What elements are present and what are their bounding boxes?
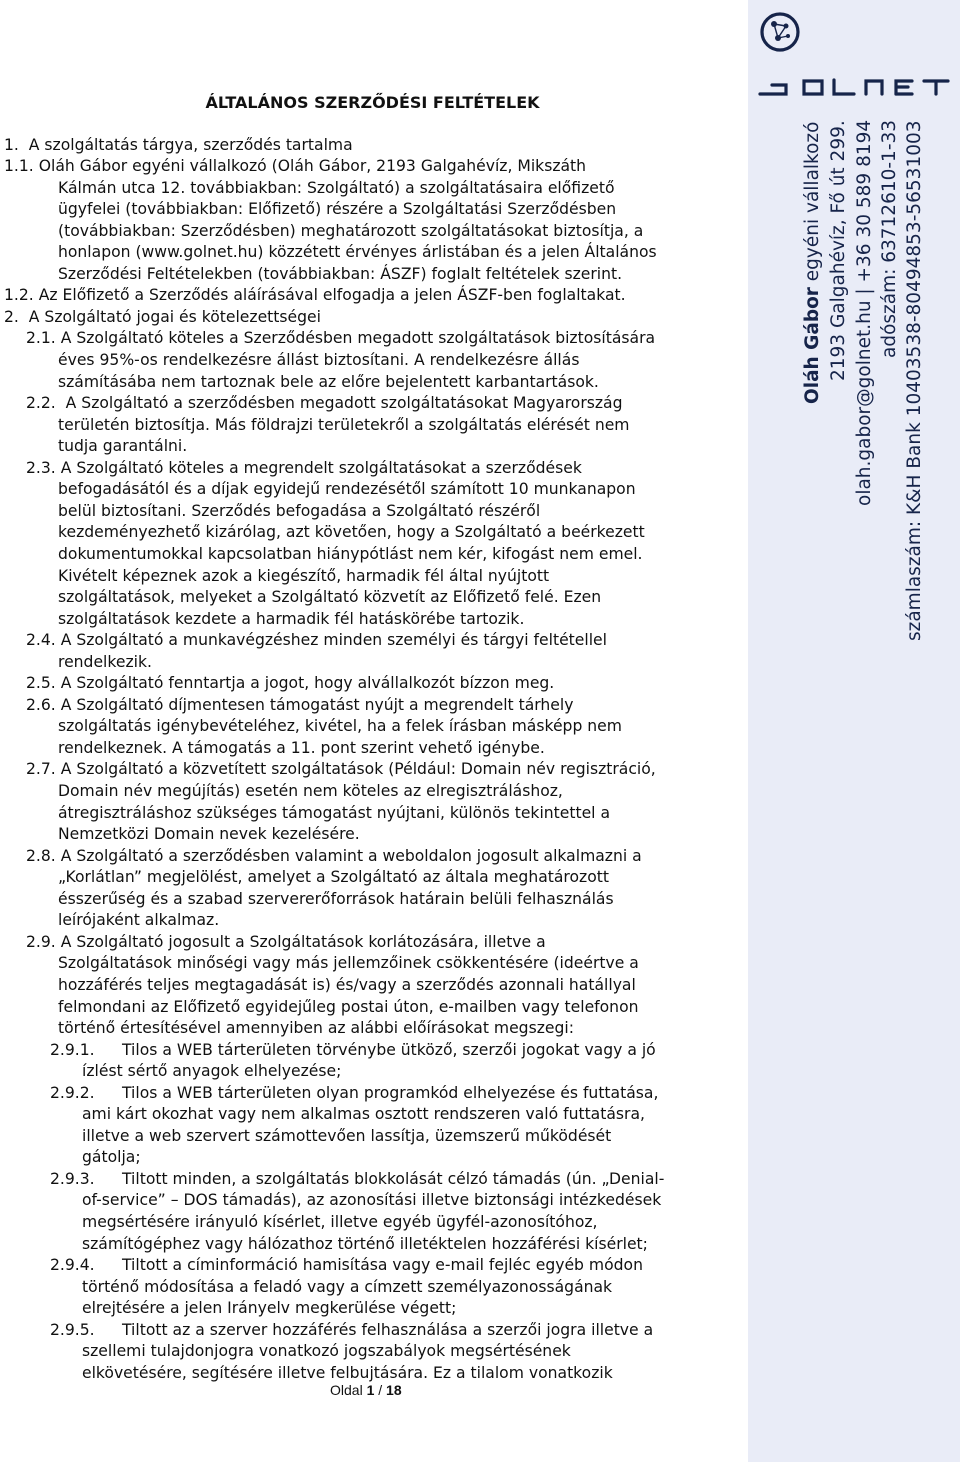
- document-line: [58, 609, 524, 631]
- document-line: [58, 997, 639, 1019]
- line-text: rendelkeznek. A támogatás a 11. pont szerint vehető igénybe.: [58, 738, 545, 757]
- document-line: [58, 242, 657, 264]
- document-line: [82, 1212, 598, 1234]
- document-line: [82, 1104, 645, 1126]
- document-line: [82, 1277, 612, 1299]
- line-text: ésszerűség és a szabad szervererőforrások határain belüli felhasználás: [58, 889, 614, 908]
- document-line: [50, 1083, 658, 1105]
- line-text: 2.2. A Szolgáltató a szerződésben megadott szolgáltatásokat Magyarország: [26, 394, 623, 413]
- line-text: számítógéphez vagy hálózathoz történő illetéktelen hozzáférési kísérlet;: [82, 1234, 648, 1253]
- document-line: [58, 587, 601, 609]
- line-text: megsértésére irányuló kísérlet, illetve egyéb ügyfél-azonosítóhoz,: [82, 1213, 598, 1231]
- document-line: [58, 415, 630, 437]
- line-text: elkövetésére, segítésére illetve felbujtására. Ez a tilalom vonatkozik: [82, 1363, 613, 1382]
- list-number: 2.9.1.: [50, 1040, 95, 1059]
- line-text: Tilos a WEB tárterületen törvénybe ütköző, szerzői jogokat vagy a jó: [122, 1040, 656, 1059]
- line-text: Szolgáltatások minőségi vagy más jellemzőinek csökkentésére (ideértve a: [58, 954, 639, 973]
- document-line: [26, 695, 573, 717]
- document-line: [82, 1341, 571, 1363]
- line-text: 2.9. A Szolgáltató jogosult a Szolgáltatások korlátozására, illetve a: [26, 932, 546, 951]
- line-text: történő módosítása a feladó vagy a címzett személyazonosságának: [82, 1277, 613, 1296]
- document-line: [58, 350, 579, 372]
- line-text: elrejtésére a jelen Irányelv megkerülése végett;: [82, 1299, 457, 1318]
- line-text: of-service” – DOS támadás), az azonosítási illetve biztonsági intézkedések: [82, 1191, 662, 1210]
- line-text: Kivételt képeznek azok a kiegészítő, harmadik fél által nyújtott: [58, 566, 550, 585]
- line-text: „Korlátlan” megjelölést, amelyet a Szolgáltató az általa meghatározott: [58, 868, 609, 887]
- sidebar-contact: olah.gabor@golnet.hu | +36 30 589 8194: [854, 119, 875, 506]
- document-line: [26, 932, 546, 954]
- line-text: illetve a web szervert számottevően lassítja, üzemszerű működését: [82, 1126, 612, 1145]
- line-text: 2.3. A Szolgáltató köteles a megrendelt szolgáltatásokat a szerződések: [26, 458, 582, 477]
- document-line: [58, 652, 152, 674]
- sidebar-bank: számlaszám: K&H Bank 10403538-80494853-56531003: [904, 120, 925, 641]
- golnet-logo: [748, 0, 960, 110]
- sidebar-address: 2193 Galgahévíz, Fő út 299.: [828, 120, 849, 381]
- document-line: [58, 221, 643, 243]
- line-text: ízlést sértő anyagok elhelyezése;: [82, 1062, 342, 1081]
- line-text: Domain név megújítás) esetén nem köteles az elregisztráláshoz,: [58, 782, 563, 800]
- document-line: [50, 1255, 643, 1277]
- document-line: [58, 264, 622, 286]
- document-line: [58, 566, 549, 588]
- line-text: Tilos a WEB tárterületen olyan programkód elhelyezése és futtatása,: [122, 1083, 659, 1102]
- line-text: átregisztráláshoz szükséges támogatást nyújtani, különös tekintettel a: [58, 803, 611, 822]
- line-text: éves 95%-os rendelkezésre állást biztosítani. A rendelkezésre állás: [58, 351, 580, 369]
- document-line: [4, 135, 353, 157]
- document-line: [26, 328, 655, 350]
- line-text: tudja garantálni.: [58, 437, 188, 456]
- list-number: 2.9.4.: [50, 1256, 95, 1275]
- document-line: [26, 393, 623, 415]
- document-line: [82, 1126, 611, 1148]
- line-text: Tiltott minden, a szolgáltatás blokkolását célzó támadás (ún. „Denial-: [122, 1169, 665, 1188]
- document-line: [58, 372, 599, 394]
- page-sep: /: [374, 1382, 387, 1398]
- line-text: Nemzetközi Domain nevek kezelésére.: [58, 825, 360, 844]
- document-line: [4, 156, 586, 178]
- sidebar-name-bold: Oláh Gábor: [802, 287, 823, 404]
- letterhead-sidebar: [748, 0, 960, 1462]
- line-text: felmondani az Előfizető egyidejűleg postai úton, e-mailben vagy telefonon: [58, 997, 639, 1016]
- line-text: gátolja;: [82, 1148, 141, 1167]
- document-line: [58, 975, 636, 997]
- line-text: rendelkezik.: [58, 652, 152, 671]
- line-text: 2.8. A Szolgáltató a szerződésben valamint a weboldalon jogosult alkalmazni a: [26, 846, 642, 865]
- document-line: [58, 479, 636, 501]
- document-line: [58, 889, 614, 911]
- sidebar-name-rest: egyéni vállalkozó: [802, 121, 823, 288]
- list-number: 2.9.2.: [50, 1083, 95, 1102]
- document-line: [82, 1061, 341, 1083]
- line-text: kezdeményezhető kizárólag, azt követően, hogy a Szolgáltató a beérkezett: [58, 523, 645, 542]
- document-line: [26, 458, 582, 480]
- line-text: szolgáltatás igénybevételéhez, kivétel, ha a felek írásban másképp nem: [58, 717, 622, 736]
- document-line: [50, 1040, 656, 1062]
- document-title: ÁLTALÁNOS SZERZŐDÉSI FELTÉTELEK: [205, 93, 540, 112]
- document-line: [26, 630, 607, 652]
- line-text: szolgáltatások, melyeket a Szolgáltató közvetít az Előfizető felé. Ezen: [58, 588, 602, 607]
- sidebar-tax: adószám: 63712610-1-33: [879, 119, 900, 358]
- sidebar-name: [802, 122, 823, 404]
- document-line: [26, 759, 656, 781]
- list-number: 2.9.3.: [50, 1169, 95, 1188]
- line-text: honlapon (www.golnet.hu) közzétett érvényes árlistában és a jelen Általános: [58, 243, 657, 262]
- line-text: Tiltott a címinformáció hamisítása vagy e-mail fejléc egyéb módon: [122, 1256, 643, 1275]
- document-line: [58, 178, 615, 200]
- document-line: [82, 1298, 456, 1320]
- page-footer-prefix: Oldal: [330, 1382, 367, 1398]
- line-text: 2.6. A Szolgáltató díjmentesen támogatást nyújt a megrendelt tárhely: [26, 695, 574, 714]
- line-text: ami kárt okozhat vagy nem alkalmas osztott rendszeren való futtatásra,: [82, 1105, 645, 1124]
- page-total: 18: [386, 1382, 402, 1398]
- document-line: [4, 307, 321, 329]
- document-line: [4, 285, 626, 307]
- line-text: dokumentumokkal kapcsolatban hiánypótlást nem kér, kifogást nem emel.: [58, 544, 643, 563]
- document-line: [58, 1018, 574, 1040]
- page-footer: [330, 1380, 402, 1402]
- line-text: Kálmán utca 12. továbbiakban: Szolgáltató) a szolgáltatásaira előfizető: [58, 178, 615, 197]
- line-text: (továbbiakban: Szerződésben) meghatározott szolgáltatásokat biztosítja, a: [58, 221, 644, 240]
- line-text: számításába nem tartoznak bele az előre bejelentett karbantartások.: [58, 372, 599, 391]
- document-line: [58, 953, 639, 975]
- document-line: [58, 803, 610, 825]
- document-line: [58, 544, 643, 566]
- line-text: hozzáférés teljes megtagadását is) és/vagy a szerződés azonnali hatállyal: [58, 975, 636, 994]
- line-text: 2.1. A Szolgáltató köteles a Szerződésben megadott szolgáltatások biztosítására: [26, 329, 656, 348]
- document-line: [58, 910, 219, 932]
- line-text: 2. A Szolgáltató jogai és kötelezettségei: [4, 307, 321, 326]
- document-line: [58, 199, 616, 221]
- document-line: [82, 1234, 648, 1256]
- document-line: [58, 716, 622, 738]
- line-text: 2.5. A Szolgáltató fenntartja a jogot, hogy alvállalkozót bízzon meg.: [26, 674, 555, 693]
- line-text: szolgáltatások kezdete a harmadik fél hatáskörébe tartozik.: [58, 609, 525, 628]
- document-line: [82, 1147, 141, 1169]
- document-line: [50, 1320, 653, 1342]
- line-text: 1. A szolgáltatás tárgya, szerződés tartalma: [4, 135, 353, 154]
- document-line: [26, 673, 554, 695]
- line-text: Szerződési Feltételekben (továbbiakban: ÁSZF) foglalt feltételek szerint.: [58, 264, 623, 283]
- document-line: [58, 501, 540, 523]
- document-line: [58, 436, 187, 458]
- document-line: [58, 867, 609, 889]
- list-number: 2.9.5.: [50, 1320, 95, 1339]
- document-line: [26, 846, 642, 868]
- line-text: Tiltott az a szerver hozzáférés felhasználása a szerzői jogra illetve a: [122, 1320, 654, 1339]
- line-text: 1.1. Oláh Gábor egyéni vállalkozó (Oláh Gábor, 2193 Galgahévíz, Mikszáth: [4, 157, 587, 176]
- document-line: [50, 1169, 664, 1191]
- page-current: 1: [366, 1382, 375, 1398]
- line-text: leírójaként alkalmaz.: [58, 911, 220, 930]
- line-text: területén biztosítja. Más földrajzi területekről a szolgáltatás elérését nem: [58, 415, 630, 434]
- line-text: szellemi tulajdonjogra vonatkozó jogszabályok megsértésének: [82, 1342, 571, 1361]
- line-text: ügyfelei (továbbiakban: Előfizető) részére a Szolgáltatási Szerződésben: [58, 200, 617, 219]
- document-line: [58, 738, 545, 760]
- line-text: történő értesítésével amennyiben az alábbi előírásokat megszegi:: [58, 1019, 574, 1038]
- document-line: [58, 781, 563, 803]
- line-text: 2.4. A Szolgáltató a munkavégzéshez minden személyi és tárgyi feltétellel: [26, 631, 607, 650]
- document-line: [58, 522, 645, 544]
- line-text: belül biztosítani. Szerződés befogadása a Szolgáltató részéről: [58, 501, 541, 520]
- line-text: befogadásától és a díjak egyidejű rendezésétől számított 10 munkanapon: [58, 480, 636, 499]
- line-text: 1.2. Az Előfizető a Szerződés aláírásával elfogadja a jelen ÁSZF-ben foglaltakat.: [4, 286, 626, 305]
- document-line: [82, 1190, 661, 1212]
- document-line: [58, 824, 360, 846]
- line-text: 2.7. A Szolgáltató a közvetített szolgáltatások (Például: Domain név regisztráció,: [26, 760, 656, 779]
